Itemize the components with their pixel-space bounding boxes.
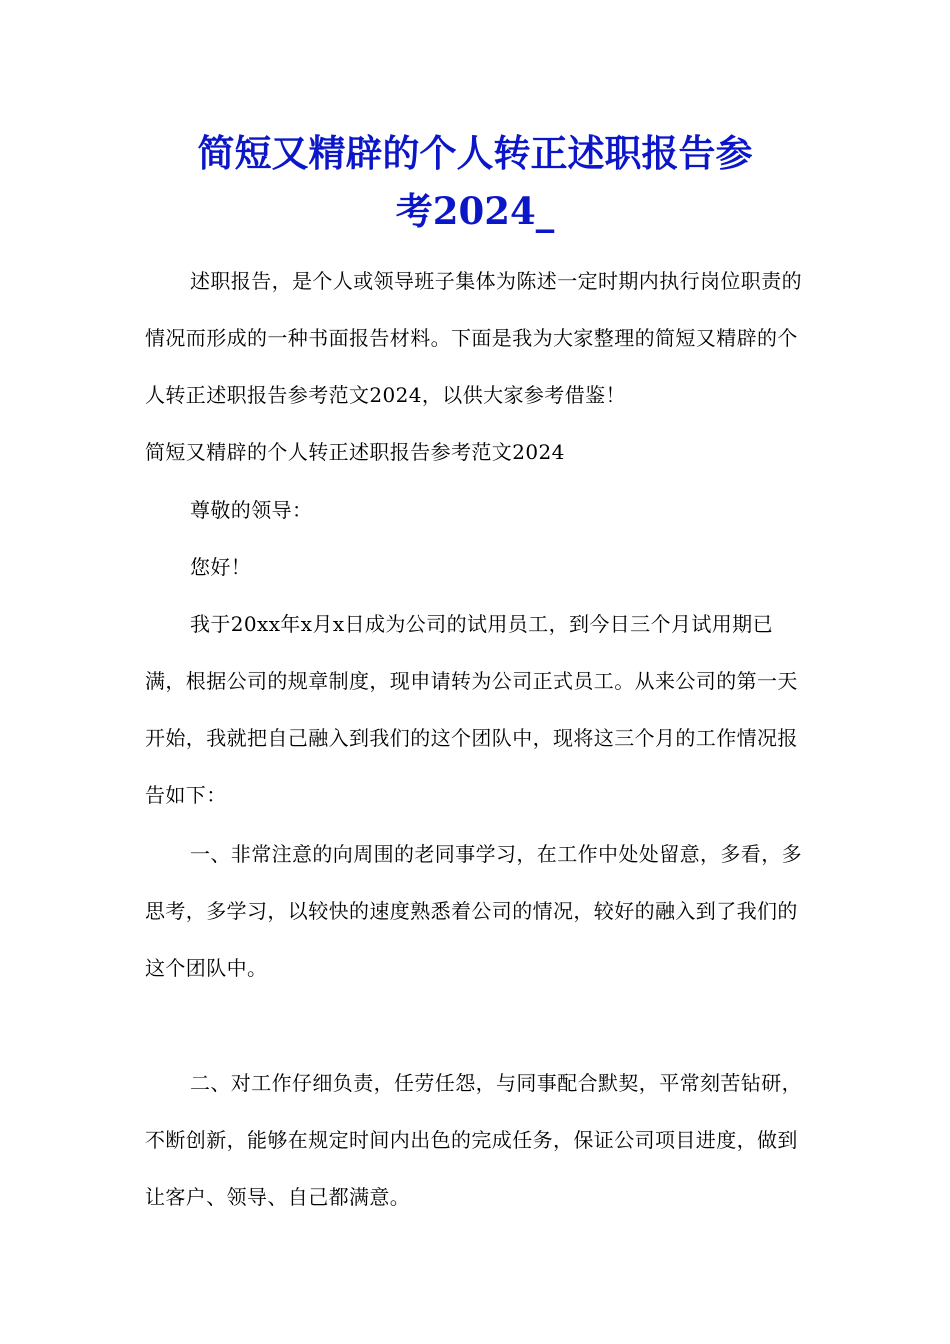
title-line-1: 简短又精辟的个人转正述职报告参 — [197, 131, 753, 175]
document-title — [140, 124, 810, 240]
subtitle-line: 简短又精辟的个人转正述职报告参考范文2024 — [145, 440, 565, 464]
title-line-2: 考2024_ — [395, 189, 555, 233]
body-paragraph-2: 一、非常注意的向周围的老同事学习，在工作中处处留意，多看，多思考，多学习，以较快的速度熟悉着公司的情况，较好的融入到了我们的这个团队中。 — [145, 842, 802, 980]
salutation: 尊敬的领导： — [190, 498, 313, 522]
body-paragraph-3: 二、对工作仔细负责，任劳任怨，与同事配合默契，平常刻苦钻研，不断创新，能够在规定时间内出色的完成任务，保证公司项目进度，做到让客户、领导、自己都满意。 — [145, 1071, 802, 1209]
body-paragraph-1: 我于20xx年x月x日成为公司的试用员工，到今日三个月试用期已满，根据公司的规章制度，现申请转为公司正式员工。从来公司的第一天开始，我就把自己融入到我们的这个团队中，现将这三个月的工作情况报告如下： — [145, 612, 798, 807]
greeting: 您好！ — [190, 555, 252, 579]
intro-paragraph: 述职报告，是个人或领导班子集体为陈述一定时期内执行岗位职责的情况而形成的一种书面报告材料。下面是我为大家整理的简短又精辟的个人转正述职报告参考范文2024，以供大家参考借鉴！ — [145, 269, 802, 407]
